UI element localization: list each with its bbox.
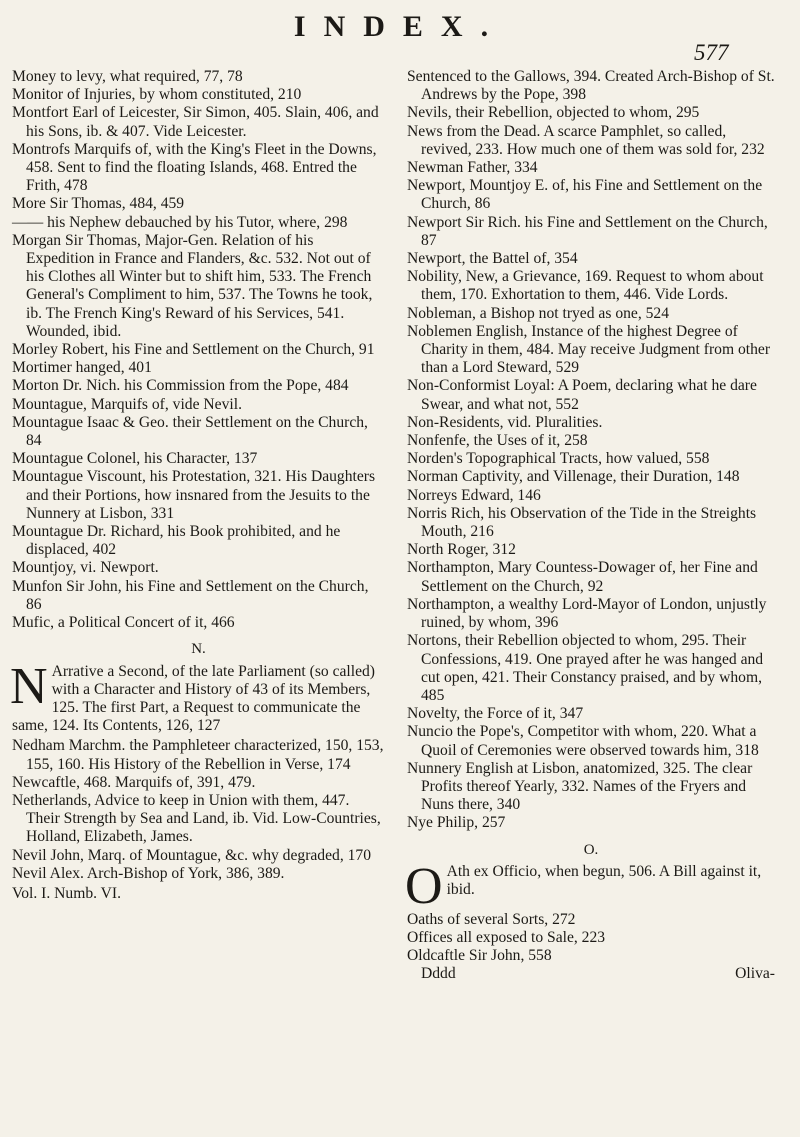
- index-entry: Nevil Alex. Arch-Bishop of York, 386, 389.: [12, 864, 285, 882]
- dropcap-o: O: [405, 857, 443, 915]
- index-entry: Mortimer hanged, 401: [12, 359, 152, 377]
- index-entry: Mountague, Marquifs of, vide Nevil.: [12, 395, 242, 413]
- index-entry: Oaths of several Sorts, 272: [407, 910, 576, 928]
- index-entry: Norreys Edward, 146: [407, 486, 541, 504]
- index-entry: Nevils, their Rebellion, objected to whom, 295: [407, 104, 700, 122]
- index-entry: Morley Robert, his Fine and Settlement on the Church, 91: [12, 341, 375, 359]
- index-entry: Norris Rich, his Observation of the Tide in the Streights Mouth, 216: [407, 504, 757, 541]
- index-entry: Montrofs Marquifs of, with the King's Fleet in the Downs, 458. Sent to find the floating Islands, 468. Entred the Frith, 478: [12, 140, 377, 195]
- index-entry: Morton Dr. Nich. his Commission from the Pope, 484: [12, 377, 349, 395]
- index-entry: Mountague Isaac & Geo. their Settlement on the Church, 84: [12, 413, 368, 450]
- index-entry: News from the Dead. A scarce Pamphlet, so called, revived, 233. How much one of them was sold for, 232: [407, 122, 765, 158]
- index-entry: More Sir Thomas, 484, 459: [12, 195, 185, 213]
- signature-mark: Dddd: [421, 965, 456, 983]
- left-column: [12, 68, 385, 903]
- index-entry: Morgan Sir Thomas, Major-Gen. Relation of his Expedition in France and Flanders, &c. 532. Not out of his Clothes all Winter but to shift him, 533. The French General's Compliment to him, 537. The Towns he took, ib. The French King's Reward of his Services, 541. Wounded, ibid.: [12, 231, 373, 340]
- index-entry: Newport, Mountjoy E. of, his Fine and Settlement on the Church, 86: [407, 177, 763, 213]
- index-entry: Nonfenfe, the Uses of it, 258: [407, 432, 588, 450]
- index-entry: Offices all exposed to Sale, 223: [407, 928, 606, 946]
- index-entry: Nevil John, Marq. of Mountague, &c. why degraded, 170: [12, 846, 372, 864]
- index-entry: Newport, the Battel of, 354: [407, 250, 578, 268]
- catchword: Oliva-: [735, 965, 775, 983]
- index-entry: Nedham Marchm. the Pamphleteer characterized, 150, 153, 155, 160. His History of the Rebellion in Verse, 174: [12, 737, 384, 773]
- index-entry: Money to levy, what required, 77, 78: [12, 68, 243, 85]
- section-letter-o: O.: [583, 841, 599, 858]
- index-entry: Mountague Viscount, his Protestation, 321. His Daughters and their Portions, how insnared from the Jesuits to the Nunnery at Lisbon, 331: [12, 468, 376, 522]
- dropcap-n: N: [10, 657, 48, 715]
- index-heading: INDEX.: [293, 10, 507, 43]
- section-letter-n: N.: [191, 641, 206, 658]
- index-entry: Nobleman, a Bishop not tryed as one, 524: [407, 304, 670, 322]
- index-entry: Mountague Dr. Richard, his Book prohibited, and he displaced, 402: [12, 523, 341, 559]
- index-entry: Oldcaftle Sir John, 558: [407, 947, 552, 965]
- index-entry: Newport Sir Rich. his Fine and Settlement on the Church, 87: [407, 213, 768, 249]
- index-entry: Northampton, a wealthy Lord-Mayor of London, unjustly ruined, by whom, 396: [407, 595, 767, 632]
- index-entry: —— his Nephew debauched by his Tutor, where, 298: [12, 213, 348, 231]
- first-entry-text: Ath ex Officio, when begun, 506. A Bill against it, ibid.: [446, 862, 762, 898]
- index-entry: Nobility, New, a Grievance, 169. Request to whom about them, 170. Exhortation to them, 446. Vide Lords.: [407, 268, 764, 304]
- index-entry: Newcaftle, 468. Marquifs of, 391, 479.: [12, 773, 256, 791]
- index-entry: Non-Conformist Loyal: A Poem, declaring what he dare Swear, and what not, 552: [407, 377, 757, 413]
- index-entry: Montfort Earl of Leicester, Sir Simon, 405. Slain, 406, and his Sons, ib. & 407. Vide Leicester.: [12, 104, 379, 140]
- index-entry: Sentenced to the Gallows, 394. Created Arch-Bishop of St. Andrews by the Pope, 398: [407, 68, 775, 104]
- catchword-line: [407, 965, 775, 983]
- right-column: [407, 68, 775, 984]
- index-entry: Munfon Sir John, his Fine and Settlement on the Church, 86: [12, 577, 369, 613]
- section-o-first-entry: [405, 857, 775, 915]
- index-entry: Northampton, Mary Countess-Dowager of, her Fine and Settlement on the Church, 92: [407, 559, 758, 595]
- index-entry: Monitor of Injuries, by whom constituted, 210: [12, 86, 302, 104]
- signature-line: Vol. I. Numb. VI.: [12, 884, 122, 902]
- index-entry: Newman Father, 334: [407, 159, 538, 177]
- index-entry: Nuncio the Pope's, Competitor with whom, 220. What a Quoil of Ceremonies were observed towards him, 318: [407, 723, 759, 759]
- index-entry: Noblemen English, Instance of the highest Degree of Charity in them, 484. May receive Judgment from other than a Lord Steward, 529: [407, 322, 771, 377]
- index-entry: North Roger, 312: [407, 541, 516, 559]
- first-entry-text: Arrative a Second, of the late Parliament (so called) with a Character and History of 43 of its Members, 125. The first Part, a Request to communicate the same, 124. Its Contents, 126, 127: [12, 662, 376, 735]
- index-entry: Mountague Colonel, his Character, 137: [12, 450, 258, 468]
- index-entry: Nye Philip, 257: [407, 814, 506, 832]
- index-entry: Non-Residents, vid. Pluralities.: [407, 413, 603, 431]
- section-n-first-entry: [10, 657, 385, 736]
- index-entry: Norden's Topographical Tracts, how valued, 558: [407, 450, 710, 468]
- index-entry: Mountjoy, vi. Newport.: [12, 559, 159, 577]
- index-entry: Nortons, their Rebellion objected to whom, 295. Their Confessions, 419. One prayed after he was hanged and cut open, 421. Their Constancy praised, and by whom, 485: [407, 632, 764, 704]
- index-entry: Mufic, a Political Concert of it, 466: [12, 614, 235, 632]
- index-entry: Norman Captivity, and Villenage, their Duration, 148: [407, 468, 740, 486]
- index-entry: Nunnery English at Lisbon, anatomized, 325. The clear Profits thereof Yearly, 332. Names of the Fryers and Nuns there, 340: [407, 759, 753, 814]
- page-number: 577: [694, 40, 729, 65]
- index-entry: Netherlands, Advice to keep in Union with them, 447. Their Strength by Sea and Land, ib. Vid. Low-Countries, Holland, Elizabeth, James.: [12, 791, 381, 846]
- index-entry: Novelty, the Force of it, 347: [407, 705, 584, 723]
